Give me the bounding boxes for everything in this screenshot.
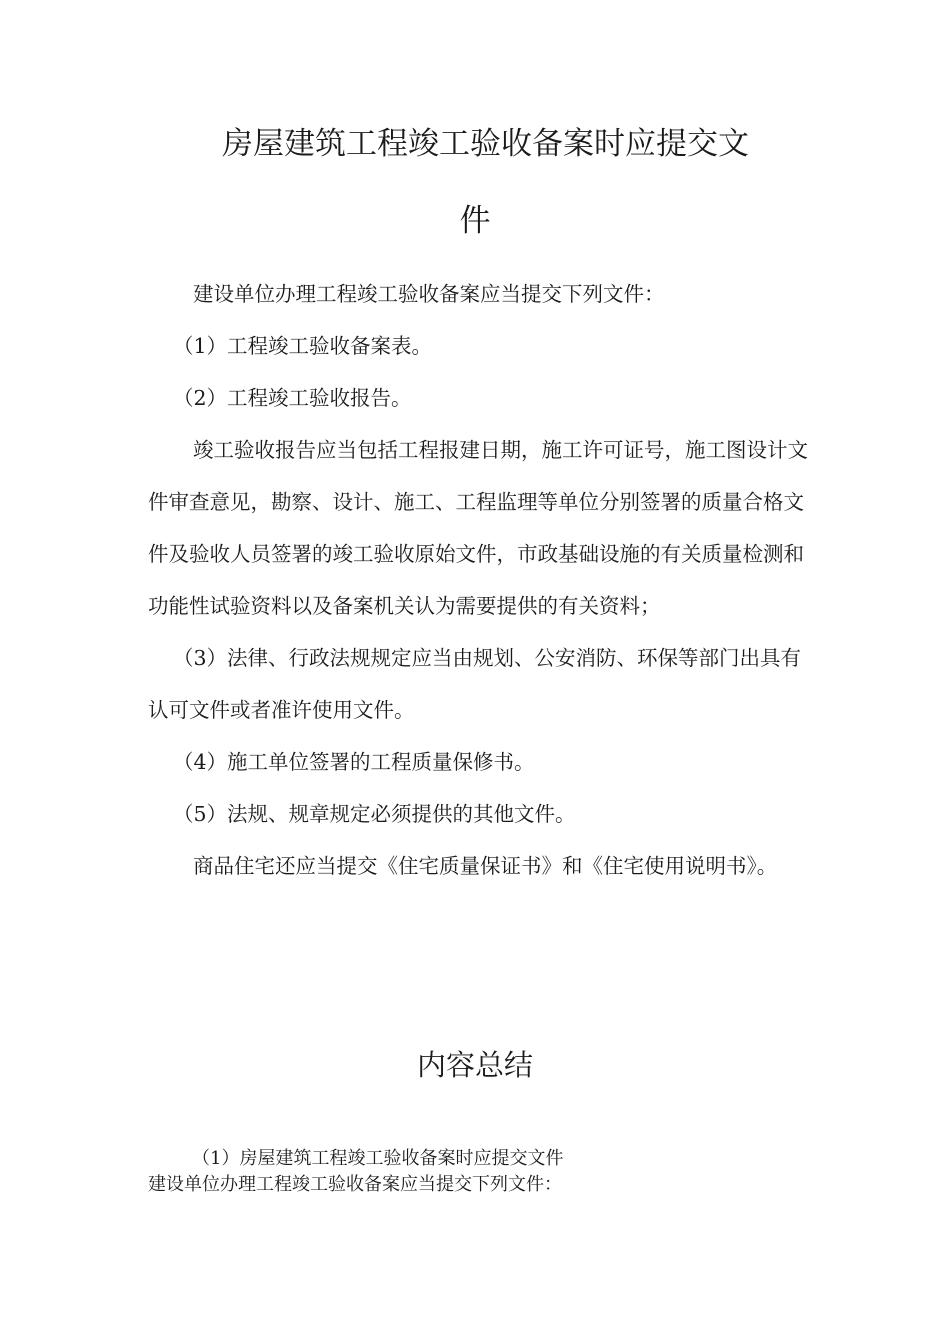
paragraph-housing: 商品住宅还应当提交《住宅质量保证书》和《住宅使用说明书》。 [193,854,778,878]
paragraph-item-1: （1）工程竣工验收备案表。 [173,334,433,358]
summary-body [148,1146,848,1198]
summary-line-2: 建设单位办理工程竣工验收备案应当提交下列文件： [148,1174,562,1195]
document-title-line-1: 房屋建筑工程竣工验收备案时应提交文 [222,126,749,162]
paragraph-item-5: （5）法规、规章规定必须提供的其他文件。 [173,802,576,826]
document-title-line-2: 件 [459,203,491,239]
summary-heading: 内容总结 [416,1048,533,1082]
paragraph-item-3: （3）法律、行政法规规定应当由规划、公安消防、环保等部门出具有认可文件或者准许使用文件。 [148,646,802,722]
paragraph-report: 竣工验收报告应当包括工程报建日期，施工许可证号，施工图设计文件审查意见，勘察、设计、施工、工程监理等单位分别签署的质量合格文件及验收人员签署的竣工验收原始文件，市政基础设施的有关质量检测和功能性试验资料以及备案机关认为需要提供的有关资料； [148,438,808,618]
paragraph-item-2: （2）工程竣工验收报告。 [173,386,412,410]
paragraph-item-4: （4）施工单位签署的工程质量保修书。 [173,750,535,774]
document-body [148,268,808,892]
summary-line-1: （1）房屋建筑工程竣工验收备案时应提交文件 [192,1148,564,1169]
paragraph-intro: 建设单位办理工程竣工验收备案应当提交下列文件： [193,282,665,306]
